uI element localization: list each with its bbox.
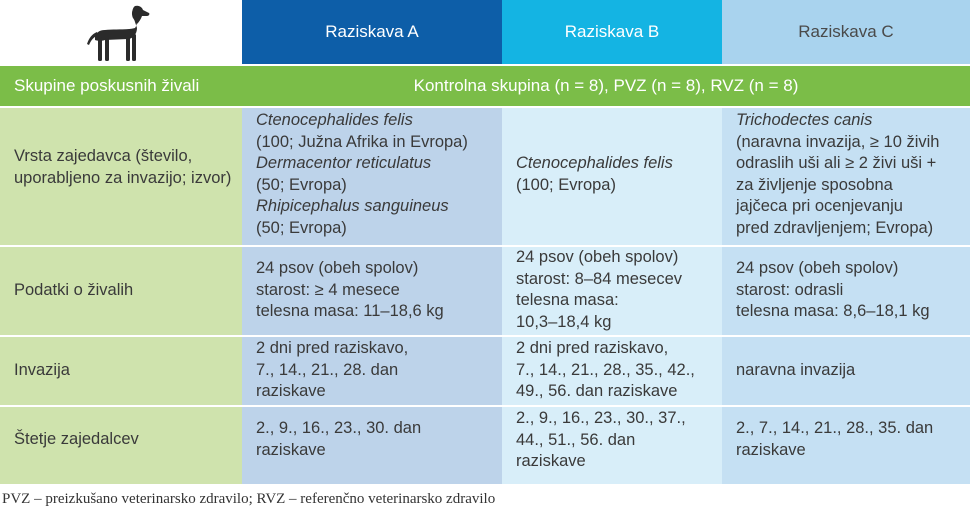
- counts-b-line: 2., 9., 16., 23., 30., 37.,: [516, 409, 686, 427]
- species-a-line: (50; Evropa): [256, 175, 347, 194]
- row-counts-a: [242, 407, 502, 484]
- counts-a-line: raziskave: [256, 440, 326, 459]
- groups-value: Kontrolna skupina (n = 8), PVZ (n = 8), RVZ (n = 8): [413, 76, 799, 96]
- row-counts-c: [722, 407, 970, 484]
- species-c-line: odraslih uši ali ≥ 2 živi uši +: [736, 154, 937, 172]
- animals-b-line: starost: 8–84 mesecev: [516, 269, 682, 288]
- row-counts-label-cell: [0, 407, 242, 484]
- species-c-line: pred zdravljenjem; Evropa): [736, 218, 934, 237]
- species-c-line: (naravna invazija, ≥ 10 živih: [736, 132, 940, 151]
- invasion-b-line: 2 dni pred raziskavo,: [516, 339, 669, 357]
- animals-b-line: 24 psov (obeh spolov): [516, 248, 679, 266]
- species-b-line: (100; Evropa): [516, 175, 616, 194]
- header-study-b-label: Raziskava B: [564, 22, 660, 42]
- row-counts-b: [502, 407, 722, 484]
- row-species-a: [242, 108, 502, 245]
- species-b-line: Ctenocephalides felis: [516, 154, 673, 172]
- invasion-a-line: 7., 14., 21., 28. dan: [256, 360, 399, 379]
- animals-b-line: telesna masa:: [516, 291, 619, 309]
- row-invasion-c: [722, 337, 970, 405]
- header-study-a: [242, 0, 502, 64]
- counts-b-line: raziskave: [516, 452, 586, 470]
- row-invasion-label: Invazija: [14, 361, 70, 379]
- footnote: PVZ – preizkušano veterinarsko zdravilo; RVZ – referenčno veterinarsko zdravilo: [2, 491, 496, 507]
- species-a-line: Dermacentor reticulatus: [256, 154, 432, 172]
- dog-logo-cell: [0, 0, 242, 64]
- species-c-line: jajčeca pri ocenjevanju: [736, 197, 903, 215]
- animals-c-line: telesna masa: 8,6–18,1 kg: [736, 302, 930, 320]
- species-a-line: (50; Evropa): [256, 218, 347, 237]
- invasion-b-line: 49., 56. dan raziskave: [516, 382, 678, 400]
- invasion-b-line: 7., 14., 21., 28., 35., 42.,: [516, 360, 695, 379]
- invasion-c-line: naravna invazija: [736, 361, 856, 379]
- row-animals-a: [242, 247, 502, 335]
- header-study-b: [502, 0, 722, 64]
- species-a-line: Rhipicephalus sanguineus: [256, 197, 449, 215]
- animals-c-line: starost: odrasli: [736, 280, 844, 299]
- header-study-a-label: Raziskava A: [325, 22, 419, 42]
- row-animals-label: Podatki o živalih: [14, 281, 134, 299]
- row-counts-label: Štetje zajedalcev: [14, 430, 139, 448]
- species-c-line: za življenje sposobna: [736, 175, 893, 194]
- dog-icon: [85, 4, 155, 64]
- animals-a-line: 24 psov (obeh spolov): [256, 259, 419, 277]
- counts-a-line: 2., 9., 16., 23., 30. dan: [256, 419, 422, 437]
- row-species-label: Vrsta zajedavca (število, uporabljeno za invazijo; izvor): [14, 147, 232, 187]
- invasion-a-line: 2 dni pred raziskavo,: [256, 339, 409, 357]
- row-invasion-label-cell: [0, 337, 242, 405]
- row-invasion-b: [502, 337, 722, 405]
- header-study-c: [722, 0, 970, 64]
- row-animals-label-cell: [0, 247, 242, 335]
- animals-c-line: 24 psov (obeh spolov): [736, 259, 899, 277]
- species-a-line: Ctenocephalides felis: [256, 111, 413, 129]
- groups-label: Skupine poskusnih živali: [14, 76, 200, 96]
- header-study-c-label: Raziskava C: [798, 22, 894, 42]
- animals-b-line: 10,3–18,4 kg: [516, 312, 612, 331]
- groups-label-cell: [0, 66, 242, 106]
- row-animals-b: [502, 247, 722, 335]
- animals-a-line: telesna masa: 11–18,6 kg: [256, 302, 444, 320]
- row-species-c: [722, 108, 970, 245]
- counts-c-line: raziskave: [736, 440, 806, 459]
- species-c-line: Trichodectes canis: [736, 111, 873, 129]
- species-a-line: (100; Južna Afrika in Evropa): [256, 132, 468, 151]
- counts-c-line: 2., 7., 14., 21., 28., 35. dan: [736, 419, 934, 437]
- invasion-a-line: raziskave: [256, 382, 326, 400]
- animals-a-line: starost: ≥ 4 mesece: [256, 280, 400, 299]
- row-animals-c: [722, 247, 970, 335]
- groups-value-cell: [242, 66, 970, 106]
- row-species-label-cell: [0, 108, 242, 245]
- counts-b-line: 44., 51., 56. dan: [516, 430, 636, 449]
- row-invasion-a: [242, 337, 502, 405]
- row-species-b: [502, 108, 722, 245]
